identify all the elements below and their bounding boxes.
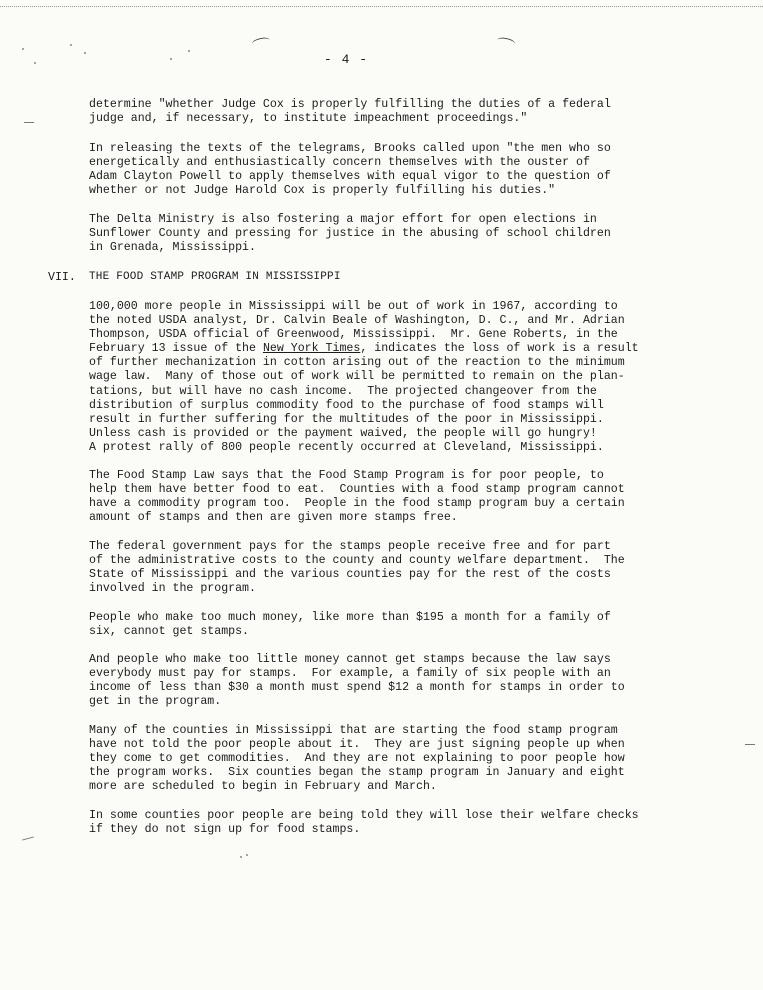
- paragraph-impeachment: determine "whether Judge Cox is properly fulfilling the duties of a federal judge and, if necessary, to institute impeachment proceedings.": [89, 98, 611, 126]
- section-number: VII.: [48, 271, 76, 284]
- newspaper-title: New York Times: [262, 342, 361, 356]
- section-title: THE FOOD STAMP PROGRAM IN MISSISSIPPI: [89, 271, 341, 283]
- paragraph-county-rollout: Many of the counties in Mississippi that are starting the food stamp program have not told the poor people about it. They are just signing people up when they come to get commodities. And they are not explaining to poor people how the program works. Six counties began the stamp program in January and eight more are scheduled to begin in February and March.: [89, 724, 625, 794]
- scan-top-edge: [0, 6, 763, 7]
- scan-speck: [188, 50, 190, 52]
- scan-dash: [22, 836, 34, 840]
- paragraph-unemployment-text-b: , indicates the loss of work is a result of further mechanization in cotton arising out of the reaction to the minimum wage law. Many of those out of work will be permitted to remain on the plan- tations, but will have no cash income. The projected changeover from the distribution of surplus commodity food to the purchase of food stamps will result in further suffering for the multitudes of the poor in Mississippi. Unless cash is provided or the payment waived, the people will go hungry! A protest rally of 800 people recently occurred at Cleveland, Mississippi.: [89, 342, 639, 454]
- scan-speck: [240, 856, 242, 858]
- scan-speck: [22, 48, 24, 50]
- scan-speck: [246, 854, 248, 856]
- paragraph-unemployment: [89, 300, 689, 455]
- paragraph-unemployment-text-a: 100,000 more people in Mississippi will be out of work in 1967, according to the noted USDA analyst, Dr. Calvin Beale of Washington, D. C., and Mr. Adrian Thompson, USDA official of Greenwood, Mississippi. Mr. Gene Roberts, in the February 13 issue of the: [89, 300, 625, 356]
- paragraph-brooks-telegrams: In releasing the texts of the telegrams, Brooks called upon "the men who so energetically and enthusiastically concern themselves with the ouster of Adam Clayton Powell to apply themselves with equal vigor to the question of whether or not Judge Harold Cox is properly fulfilling his duties.": [89, 142, 611, 198]
- scan-dash: [745, 744, 755, 745]
- paragraph-food-stamp-law: The Food Stamp Law says that the Food Stamp Program is for poor people, to help them have better food to eat. Counties with a food stamp program cannot have a commodity program too. People in the food stamp program buy a certain amount of stamps and then are given more stamps free.: [89, 469, 625, 525]
- page-number: - 4 -: [324, 52, 369, 67]
- scan-speck: [70, 44, 72, 46]
- paragraph-income-limit: People who make too much money, like more than $195 a month for a family of six, cannot get stamps.: [89, 611, 611, 639]
- scan-speck: [34, 62, 36, 64]
- paragraph-minimum-payment: And people who make too little money cannot get stamps because the law says everybody must pay for stamps. For example, a family of six people with an income of less than $30 a month must spend $12 a month for stamps in order to get in the program.: [89, 653, 625, 709]
- scan-speck: [170, 58, 172, 60]
- scan-mark-left: [251, 36, 270, 48]
- scan-speck: [84, 52, 86, 54]
- paragraph-welfare-checks: In some counties poor people are being told they will lose their welfare checks if they do not sign up for food stamps.: [89, 809, 639, 837]
- scan-mark-right: [496, 36, 515, 48]
- paragraph-federal-costs: The federal government pays for the stamps people receive free and for part of the administrative costs to the county and county welfare department. The State of Mississippi and the various counties pay for the rest of the costs involved in the program.: [89, 540, 625, 596]
- scan-dash: [24, 122, 34, 123]
- paragraph-delta-ministry: The Delta Ministry is also fostering a major effort for open elections in Sunflower County and pressing for justice in the abusing of school children in Grenada, Mississippi.: [89, 213, 611, 255]
